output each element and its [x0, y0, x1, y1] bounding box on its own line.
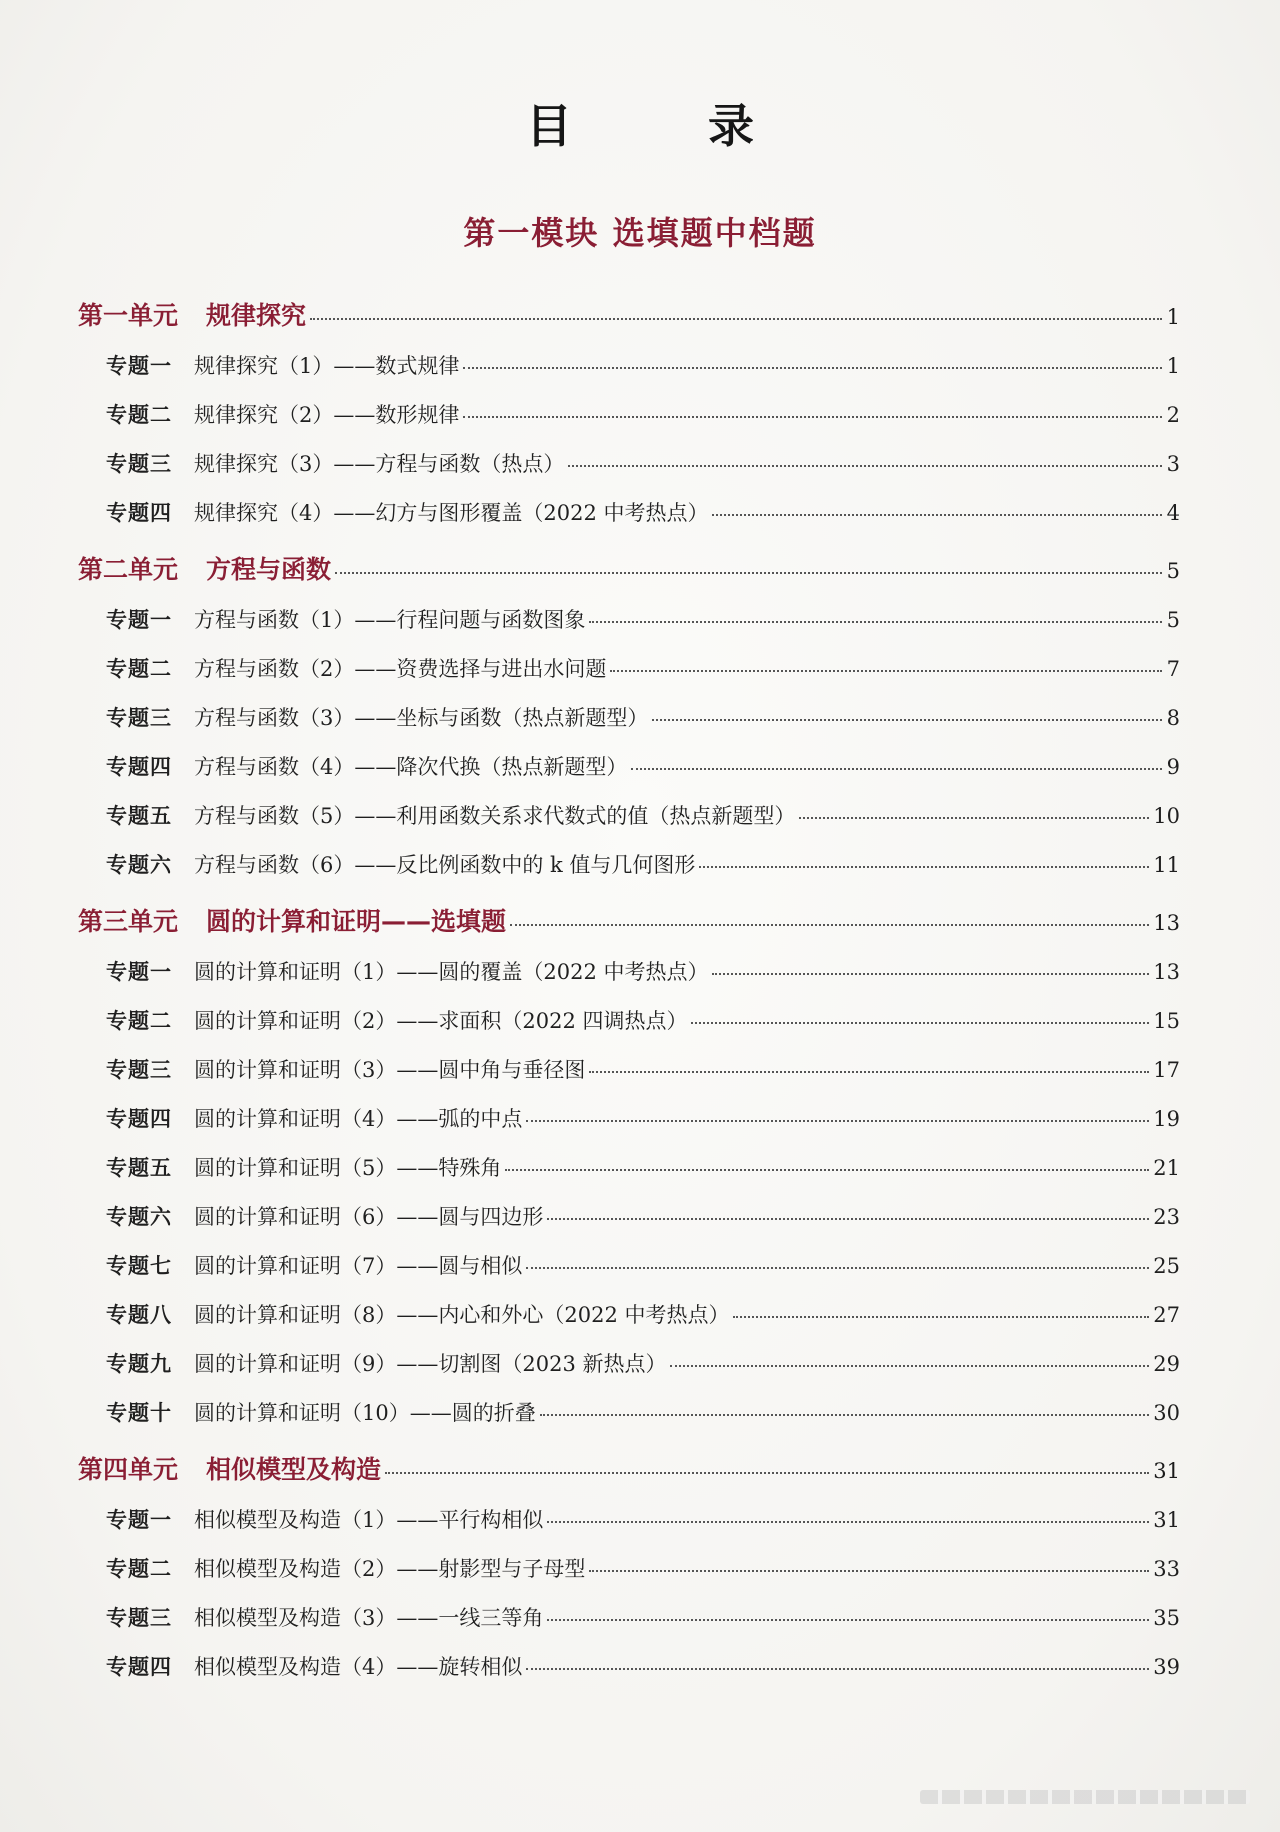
page-number: 27: [1153, 1303, 1180, 1327]
topic-name: 圆的计算和证明（3）——圆中角与垂径图: [194, 1058, 586, 1082]
topic-row[interactable]: [106, 497, 1180, 527]
leader-dots: [712, 514, 1162, 516]
page-number: 1: [1166, 354, 1180, 378]
page-number: 11: [1153, 853, 1180, 877]
topic-name: 方程与函数（4）——降次代换（热点新题型）: [194, 755, 628, 779]
topic-row[interactable]: [106, 604, 1180, 634]
leader-dots: [691, 1022, 1149, 1024]
page-number: 17: [1153, 1058, 1180, 1082]
leader-dots: [540, 1414, 1150, 1416]
leader-dots: [526, 1267, 1149, 1269]
topic-label: 专题六: [106, 1204, 172, 1229]
leader-dots: [526, 1120, 1149, 1122]
topic-label: 专题八: [106, 1302, 172, 1327]
unit-name: 圆的计算和证明——选填题: [206, 907, 507, 936]
topic-name: 方程与函数（5）——利用函数关系求代数式的值（热点新题型）: [194, 804, 796, 828]
leader-dots: [699, 866, 1149, 868]
page-number: 39: [1153, 1655, 1180, 1679]
topic-name: 圆的计算和证明（2）——求面积（2022 四调热点）: [194, 1009, 688, 1033]
page-number: 13: [1153, 911, 1180, 935]
topic-label: 专题三: [106, 1605, 172, 1630]
leader-dots: [510, 924, 1149, 926]
leader-dots: [547, 1619, 1149, 1621]
topic-row[interactable]: [106, 448, 1180, 478]
page-title: 目 录: [525, 99, 814, 153]
topic-label: 专题十: [106, 1400, 172, 1425]
page-number: 2: [1166, 403, 1180, 427]
topic-name: 方程与函数（3）——坐标与函数（热点新题型）: [194, 706, 649, 730]
topic-name: 方程与函数（1）——行程问题与函数图象: [194, 608, 586, 632]
topic-name: 圆的计算和证明（8）——内心和外心（2022 中考热点）: [194, 1303, 730, 1327]
page-number: 33: [1153, 1557, 1180, 1581]
page-number: 21: [1153, 1156, 1180, 1180]
topic-label: 专题二: [106, 656, 172, 681]
topic-row[interactable]: [106, 399, 1180, 429]
page-number: 15: [1153, 1009, 1180, 1033]
page-number: 29: [1153, 1352, 1180, 1376]
leader-dots: [670, 1365, 1149, 1367]
leader-dots: [589, 1071, 1149, 1073]
page-edge-marker: [920, 1790, 1250, 1804]
page-number: 23: [1153, 1205, 1180, 1229]
page-number: 31: [1153, 1508, 1180, 1532]
topic-name: 圆的计算和证明（4）——弧的中点: [194, 1107, 523, 1131]
page-number: 13: [1153, 960, 1180, 984]
topic-row[interactable]: [106, 1103, 1180, 1133]
topic-label: 专题四: [106, 500, 172, 525]
leader-dots: [547, 1521, 1149, 1523]
module-heading: 第一模块 选填题中档题: [463, 214, 817, 252]
topic-label: 专题三: [106, 451, 172, 476]
topic-row[interactable]: [106, 1553, 1180, 1583]
page-number: 5: [1166, 559, 1180, 583]
leader-dots: [568, 465, 1162, 467]
unit-name: 相似模型及构造: [206, 1455, 382, 1484]
topic-label: 专题二: [106, 1008, 172, 1033]
topic-name: 圆的计算和证明（7）——圆与相似: [194, 1254, 523, 1278]
topic-row[interactable]: [106, 1005, 1180, 1035]
leader-dots: [385, 1472, 1149, 1474]
page-number: 7: [1166, 657, 1180, 681]
topic-row[interactable]: [106, 1250, 1180, 1280]
leader-dots: [505, 1169, 1149, 1171]
topic-name: 圆的计算和证明（5）——特殊角: [194, 1156, 502, 1180]
topic-name: 方程与函数（6）——反比例函数中的 k 值与几何图形: [194, 853, 696, 877]
topic-name: 相似模型及构造（2）——射影型与子母型: [194, 1557, 586, 1581]
topic-row[interactable]: [106, 956, 1180, 986]
topic-row[interactable]: [106, 1602, 1180, 1632]
unit-label: 第二单元: [78, 555, 179, 584]
topic-row[interactable]: [106, 849, 1180, 879]
topic-label: 专题二: [106, 1556, 172, 1581]
page-number: 31: [1153, 1459, 1180, 1483]
leader-dots: [463, 416, 1162, 418]
page-number: 25: [1153, 1254, 1180, 1278]
topic-row[interactable]: [106, 751, 1180, 781]
topic-row[interactable]: [106, 653, 1180, 683]
leader-dots: [463, 367, 1162, 369]
page-number: 9: [1166, 755, 1180, 779]
topic-row[interactable]: [106, 1651, 1180, 1681]
topic-name: 相似模型及构造（3）——一线三等角: [194, 1606, 544, 1630]
page-number: 4: [1166, 501, 1180, 525]
leader-dots: [526, 1668, 1149, 1670]
unit-row[interactable]: [78, 296, 1180, 332]
topic-name: 圆的计算和证明（10）——圆的折叠: [194, 1401, 536, 1425]
unit-label: 第一单元: [78, 301, 179, 330]
topic-label: 专题一: [106, 607, 172, 632]
topic-label: 专题一: [106, 959, 172, 984]
topic-label: 专题一: [106, 353, 172, 378]
leader-dots: [652, 719, 1162, 721]
topic-row[interactable]: [106, 1152, 1180, 1182]
topic-row[interactable]: [106, 350, 1180, 380]
leader-dots: [589, 621, 1162, 623]
page-number: 10: [1153, 804, 1180, 828]
topic-name: 规律探究（2）——数形规律: [194, 403, 460, 427]
topic-label: 专题四: [106, 1106, 172, 1131]
leader-dots: [733, 1316, 1149, 1318]
page-number: 35: [1153, 1606, 1180, 1630]
leader-dots: [610, 670, 1162, 672]
topic-label: 专题五: [106, 1155, 172, 1180]
topic-label: 专题四: [106, 1654, 172, 1679]
leader-dots: [335, 572, 1162, 574]
topic-row[interactable]: [106, 1504, 1180, 1534]
topic-row[interactable]: [106, 1299, 1180, 1329]
topic-name: 规律探究（3）——方程与函数（热点）: [194, 452, 565, 476]
topic-name: 圆的计算和证明（6）——圆与四边形: [194, 1205, 544, 1229]
unit-name: 规律探究: [206, 301, 307, 330]
topic-label: 专题九: [106, 1351, 172, 1376]
topic-row[interactable]: [106, 1054, 1180, 1084]
leader-dots: [799, 817, 1149, 819]
topic-name: 规律探究（4）——幻方与图形覆盖（2022 中考热点）: [194, 501, 709, 525]
topic-name: 相似模型及构造（1）——平行构相似: [194, 1508, 544, 1532]
topic-name: 规律探究（1）——数式规律: [194, 354, 460, 378]
topic-row[interactable]: [106, 1201, 1180, 1231]
topic-row[interactable]: [106, 702, 1180, 732]
page-number: 30: [1153, 1401, 1180, 1425]
page-number: 3: [1166, 452, 1180, 476]
topic-label: 专题二: [106, 402, 172, 427]
topic-label: 专题六: [106, 852, 172, 877]
unit-row[interactable]: [78, 1450, 1180, 1486]
page-number: 19: [1153, 1107, 1180, 1131]
leader-dots: [631, 768, 1162, 770]
leader-dots: [310, 318, 1162, 320]
leader-dots: [589, 1570, 1149, 1572]
topic-row[interactable]: [106, 1397, 1180, 1427]
topic-name: 方程与函数（2）——资费选择与进出水问题: [194, 657, 607, 681]
topic-label: 专题五: [106, 803, 172, 828]
topic-row[interactable]: [106, 1348, 1180, 1378]
page-number: 5: [1166, 608, 1180, 632]
unit-name: 方程与函数: [206, 555, 332, 584]
page-number: 8: [1166, 706, 1180, 730]
unit-row[interactable]: [78, 550, 1180, 586]
topic-label: 专题三: [106, 705, 172, 730]
topic-label: 专题七: [106, 1253, 172, 1278]
topic-label: 专题四: [106, 754, 172, 779]
topic-name: 圆的计算和证明（9）——切割图（2023 新热点）: [194, 1352, 667, 1376]
leader-dots: [712, 973, 1149, 975]
unit-label: 第四单元: [78, 1455, 179, 1484]
unit-row[interactable]: [78, 902, 1180, 938]
topic-label: 专题一: [106, 1507, 172, 1532]
topic-row[interactable]: [106, 800, 1180, 830]
page-number: 1: [1166, 305, 1180, 329]
topic-label: 专题三: [106, 1057, 172, 1082]
topic-name: 相似模型及构造（4）——旋转相似: [194, 1655, 523, 1679]
unit-label: 第三单元: [78, 907, 179, 936]
topic-name: 圆的计算和证明（1）——圆的覆盖（2022 中考热点）: [194, 960, 709, 984]
leader-dots: [547, 1218, 1149, 1220]
